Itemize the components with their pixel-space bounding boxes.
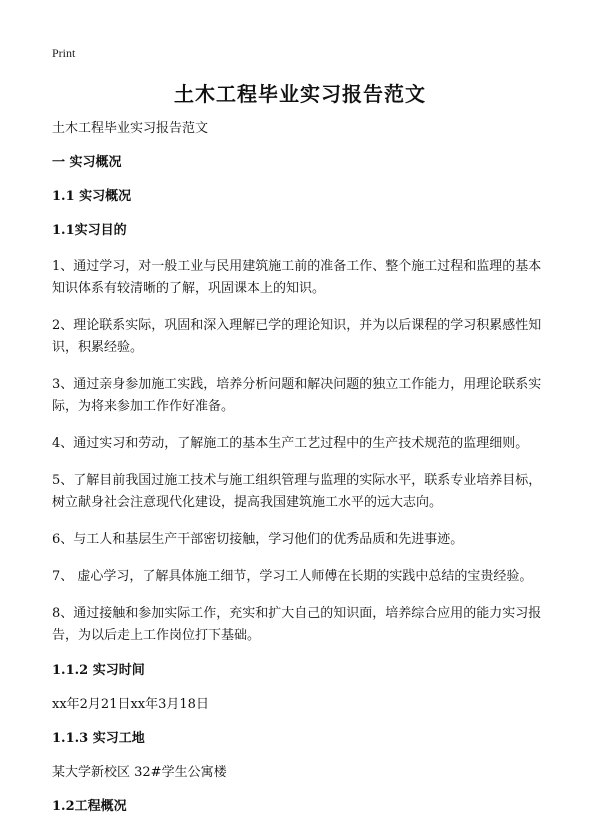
internship-time-value: xx年2月21日xx年3月18日 (52, 697, 209, 712)
document-subtitle: 土木工程毕业实习报告范文 (52, 121, 209, 136)
section-heading-internship-overview: 一 实习概况 (52, 155, 122, 170)
section-heading-project-overview: 1.2工程概况 (52, 799, 127, 814)
section-heading-site: 1.1.3 实习工地 (52, 731, 145, 746)
section-heading-time: 1.1.2 实习时间 (52, 663, 145, 678)
internship-site-value: 某大学新校区 32#学生公寓楼 (52, 765, 227, 780)
document-body (52, 120, 552, 832)
purpose-item-1: 1、通过学习，对一般工业与民用建筑施工前的准备工作、整个施工过程和监理的基本知识体系有较清晰的了解，巩固课本上的知识。 (52, 259, 542, 296)
purpose-item-2: 2、理论联系实际，巩固和深入理解已学的理论知识，并为以后课程的学习积累感性知识，积累经验。 (52, 318, 542, 355)
section-heading-purpose: 1.1实习目的 (52, 223, 127, 238)
purpose-item-4: 4、通过实习和劳动，了解施工的基本生产工艺过程中的生产技术规范的监理细则。 (52, 436, 529, 451)
purpose-item-8: 8、通过接触和参加实际工作，充实和扩大自己的知识面，培养综合应用的能力实习报告，为以后走上工作岗位打下基础。 (52, 606, 542, 643)
purpose-item-7: 7、 虚心学习，了解具体施工细节，学习工人师傅在长期的实践中总结的宝贵经验。 (52, 569, 533, 584)
purpose-item-6: 6、与工人和基层生产干部密切接触，学习他们的优秀品质和先进事迹。 (52, 532, 464, 547)
page-title: 土木工程毕业实习报告范文 (174, 82, 426, 106)
print-label: Print (52, 46, 76, 60)
purpose-item-5: 5、了解目前我国过施工技术与施工组织管理与监理的实际水平，联系专业培养目标，树立献身社会注意现代化建设，提高我国建筑施工水平的远大志向。 (52, 473, 542, 510)
section-heading-1-1: 1.1 实习概况 (52, 189, 132, 204)
purpose-item-3: 3、通过亲身参加施工实践，培养分析问题和解决问题的独立工作能力，用理论联系实际，为将来参加工作作好准备。 (52, 377, 542, 414)
